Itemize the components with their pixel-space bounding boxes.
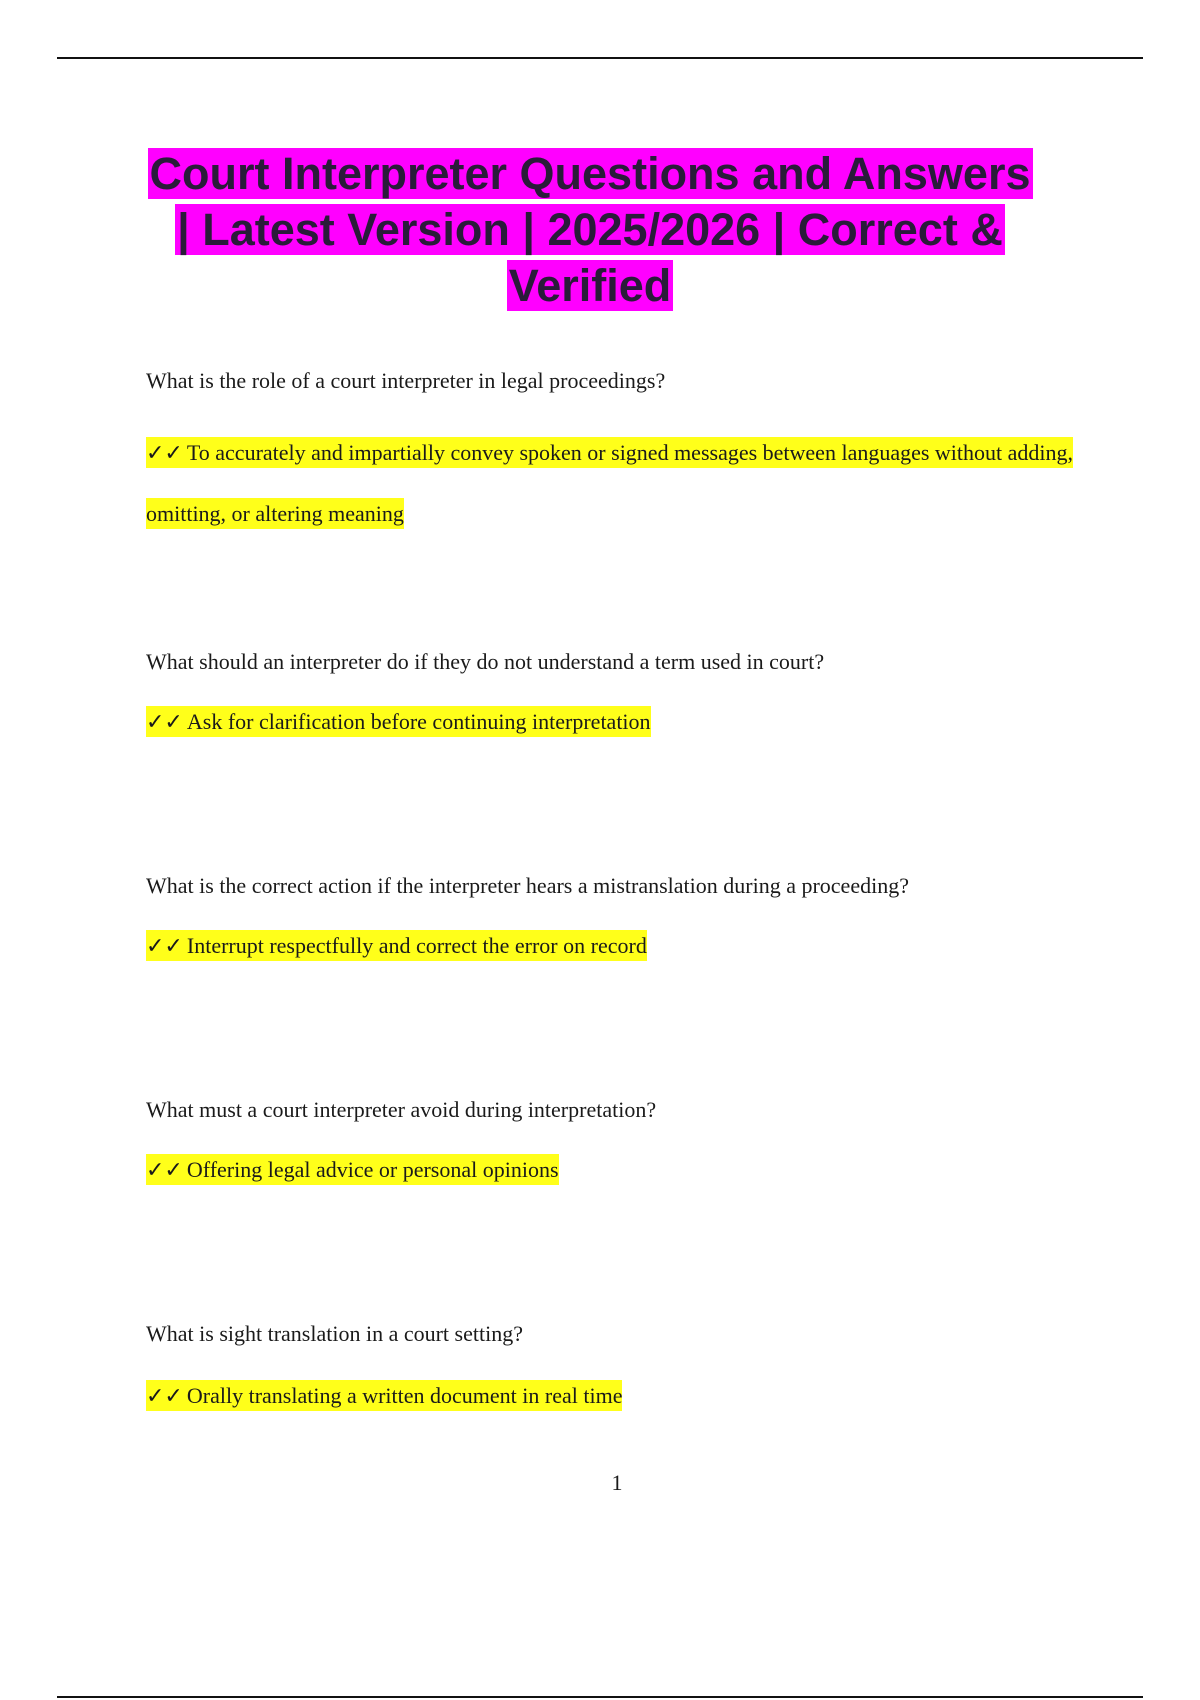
answer-text: To accurately and impartially convey spoken or signed messages between languages without adding, omitting, or altering meaning (146, 440, 1074, 526)
qa-item-4 (146, 1095, 1096, 1201)
qa-item-2 (146, 647, 1096, 753)
qa-item-5 (146, 1319, 1096, 1427)
answer-highlight (146, 1380, 622, 1411)
answer-text: Interrupt respectfully and correct the error on record (186, 933, 647, 958)
answer-text: Ask for clarification before continuing interpretation (186, 709, 651, 734)
answer-block (146, 423, 1096, 544)
double-check-icon: ✓✓ (146, 710, 183, 735)
answer-highlight (146, 706, 651, 737)
double-check-icon: ✓✓ (146, 1384, 183, 1409)
answer-block (146, 692, 1096, 753)
answer-block (146, 1140, 1096, 1201)
answer-text: Orally translating a written document in real time (186, 1383, 623, 1408)
question-text: What should an interpreter do if they do not understand a term used in court? (146, 649, 825, 674)
question-text: What is sight translation in a court setting? (146, 1321, 523, 1346)
answer-highlight (146, 437, 1073, 529)
double-check-icon: ✓✓ (146, 934, 183, 959)
page-number: 1 (611, 1470, 623, 1495)
document-title-text: Court Interpreter Questions and Answers | Latest Version | 2025/2026 | Correct & Verified (149, 148, 1031, 311)
double-check-icon: ✓✓ (146, 1158, 183, 1183)
top-rule (57, 57, 1143, 59)
answer-highlight (146, 930, 647, 961)
question-text: What is the role of a court interpreter in legal proceedings? (146, 368, 666, 393)
bottom-rule (57, 1696, 1143, 1698)
answer-text: Offering legal advice or personal opinions (186, 1157, 559, 1182)
question-text: What must a court interpreter avoid during interpretation? (146, 1097, 657, 1122)
answer-block (146, 1366, 1096, 1427)
question-text: What is the correct action if the interpreter hears a mistranslation during a proceeding? (146, 873, 909, 898)
answer-block (146, 916, 1096, 977)
double-check-icon: ✓✓ (146, 441, 183, 466)
qa-item-3 (146, 871, 1096, 977)
document-title (140, 146, 1040, 314)
answer-highlight (146, 1154, 559, 1185)
qa-item-1 (146, 366, 1096, 544)
